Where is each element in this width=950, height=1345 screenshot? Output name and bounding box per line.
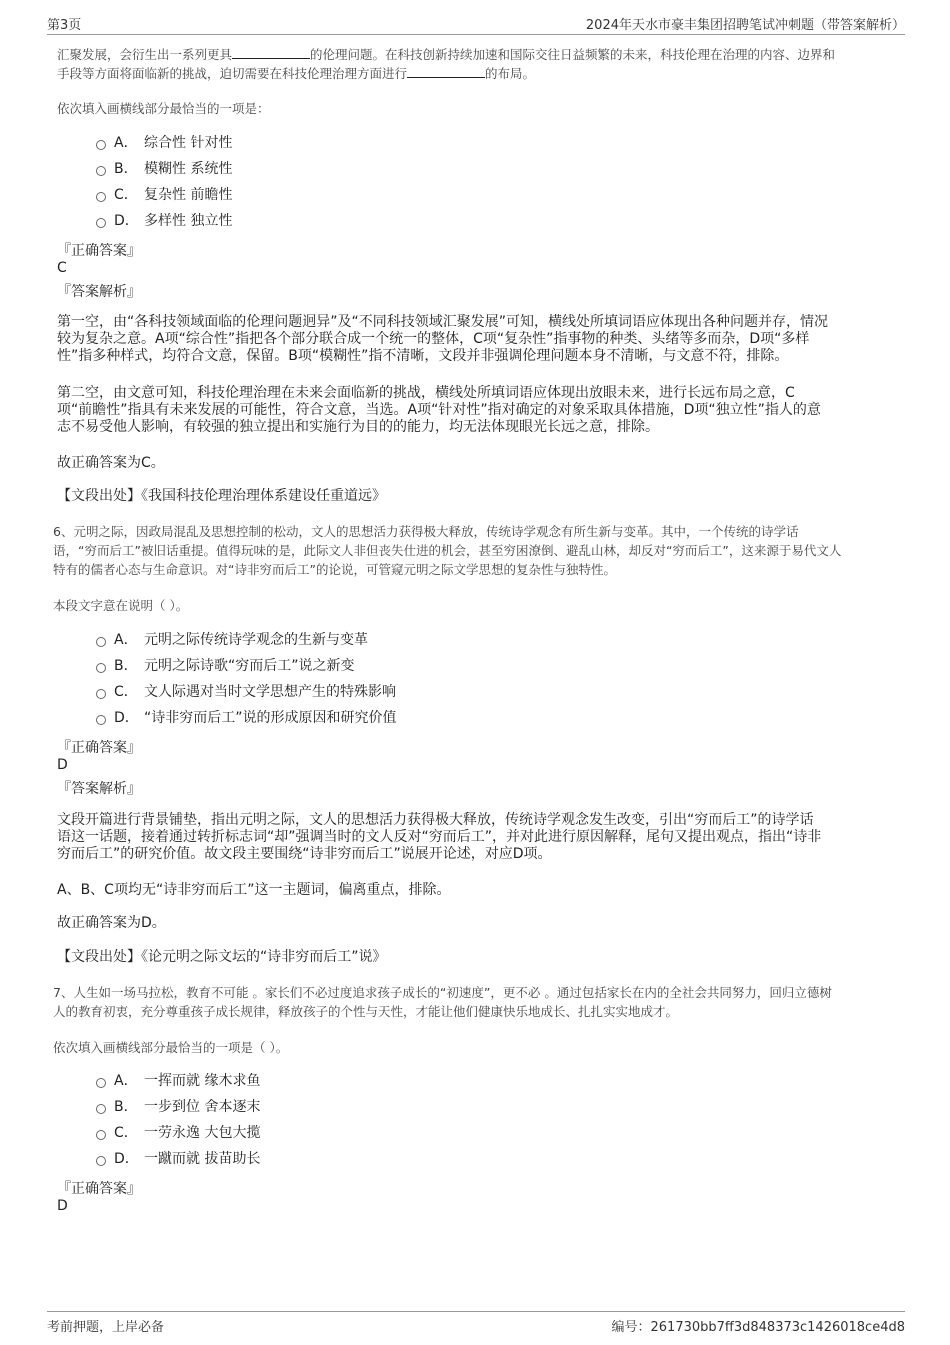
document-title: 2024年天水市豪丰集团招聘笔试冲刺题（带答案解析） xyxy=(585,18,905,33)
option-text: 一步到位 舍本逐末 xyxy=(144,1099,261,1115)
radio-icon[interactable] xyxy=(96,1156,106,1166)
option-text: 一劳永逸 大包大揽 xyxy=(144,1125,261,1141)
q6-stem xyxy=(53,522,908,579)
q6-analysis-label: 『答案解析』 xyxy=(57,781,141,797)
option-text: 多样性 独立性 xyxy=(144,213,233,229)
q7-answer-label: 『正确答案』 xyxy=(57,1181,141,1197)
analysis-line: 第一空，由“各科技领域面临的伦理问题迥异”及“不同科技领域汇聚发展”可知，横线处所填词语应体现出各种问题并存，情况 xyxy=(57,314,829,330)
option-text: 复杂性 前瞻性 xyxy=(144,187,233,203)
q5-option-a[interactable] xyxy=(96,133,232,153)
option-letter: C． xyxy=(114,1125,138,1141)
q7-option-d[interactable] xyxy=(96,1149,260,1169)
q5-analysis-label: 『答案解析』 xyxy=(57,284,141,300)
q5-answer: C xyxy=(57,260,67,276)
q6-option-a[interactable] xyxy=(96,630,368,650)
q5-stem-text: 的伦理问题。在科技创新持续加速和国际交往日益频繁的未来，科技伦理在治理的内容、边界和 xyxy=(310,47,836,62)
q5-analysis-para-1 xyxy=(57,314,907,365)
analysis-line: 语这一话题，接着通过转折标志词“却”强调当时的文人反对“穷而后工”，并对此进行原因解释，尾句又提出观点，指出“诗非 xyxy=(57,829,822,845)
option-text: 文人际遇对当时文学思想产生的特殊影响 xyxy=(144,684,396,700)
q7-option-a[interactable] xyxy=(96,1071,260,1091)
q6-answer: D xyxy=(57,757,68,773)
radio-icon[interactable] xyxy=(96,663,106,673)
radio-icon[interactable] xyxy=(96,1104,106,1114)
q7-stem xyxy=(53,983,908,1021)
option-text: 元明之际传统诗学观念的生新与变革 xyxy=(144,632,368,648)
radio-icon[interactable] xyxy=(96,1130,106,1140)
option-letter: C． xyxy=(114,684,138,700)
analysis-line: 志不易受他人影响，有较强的独立提出和实施行为目的的能力，均无法体现眼光长远之意，排除。 xyxy=(57,419,659,435)
fill-blank xyxy=(232,46,310,59)
option-letter: B． xyxy=(114,658,138,674)
q7-stem-line: 人的教育初衷，充分尊重孩子成长规律，释放孩子的个性与天性，才能让他们健康快乐地成长、扎扎实实地成才。 xyxy=(53,1004,679,1019)
option-text: 综合性 针对性 xyxy=(144,135,233,151)
radio-icon[interactable] xyxy=(96,715,106,725)
option-text: 一蹴而就 拔苗助长 xyxy=(144,1151,261,1167)
analysis-line: 较为复杂之意。A项“综合性”指把各个部分联合成一个统一的整体，C项“复杂性”指事物的种类、头绪等多而杂，D项“多样 xyxy=(57,331,810,347)
radio-icon[interactable] xyxy=(96,166,106,176)
option-letter: D． xyxy=(114,1151,139,1167)
fill-blank xyxy=(407,65,485,78)
analysis-line: 第二空，由文意可知，科技伦理治理在未来会面临新的挑战，横线处所填词语应体现出放眼未来，进行长远布局之意，C xyxy=(57,385,795,401)
q5-stem xyxy=(57,45,907,83)
q6-option-b[interactable] xyxy=(96,656,355,676)
option-letter: A． xyxy=(114,632,138,648)
q6-conclusion: 故正确答案为D。 xyxy=(57,915,166,931)
document-code xyxy=(611,1316,905,1335)
page-header xyxy=(47,12,905,35)
q5-stem-text: 汇聚发展，会衍生出一系列更具 xyxy=(57,47,233,62)
q5-stem-text: 的布局。 xyxy=(485,66,536,81)
q6-analysis-para-1 xyxy=(57,812,907,863)
q6-stem-line: 特有的儒者心态与生命意识。对“诗非穷而后工”的论说，可管窥元明之际文学思想的复杂性与独特性。 xyxy=(53,562,616,577)
page-number: 第3页 xyxy=(47,18,82,33)
radio-icon[interactable] xyxy=(96,1078,106,1088)
q7-option-c[interactable] xyxy=(96,1123,260,1143)
option-letter: B． xyxy=(114,1099,138,1115)
q5-analysis-para-2 xyxy=(57,385,907,436)
q5-stem-text: 手段等方面将面临新的挑战，迫切需要在科技伦理治理方面进行 xyxy=(57,66,408,81)
q6-option-c[interactable] xyxy=(96,682,396,702)
page-footer xyxy=(47,1311,905,1338)
radio-icon[interactable] xyxy=(96,218,106,228)
q6-option-d[interactable] xyxy=(96,708,397,728)
option-text: 元明之际诗歌“穷而后工”说之新变 xyxy=(144,658,355,674)
q6-stem-line: 语，“穷而后工”被旧话重提。值得玩味的是，此际文人非但丧失仕进的机会，甚至穷困潦倒、避乱山林，却反对“穷而后工”，这来源于易代文人 xyxy=(53,543,842,558)
radio-icon[interactable] xyxy=(96,637,106,647)
option-letter: B． xyxy=(114,161,138,177)
analysis-line: 性”指多种样式，均符合文意，保留。B项“模糊性”指不清晰，文段并非强调伦理问题本身不清晰，与文意不符，排除。 xyxy=(57,348,789,364)
q6-analysis-para-2: A、B、C项均无“诗非穷而后工”这一主题词，偏离重点，排除。 xyxy=(57,882,451,898)
q5-option-c[interactable] xyxy=(96,185,232,205)
q7-prompt: 依次填入画横线部分最恰当的一项是（ ）。 xyxy=(53,1040,289,1055)
option-letter: A． xyxy=(114,135,138,151)
q7-option-b[interactable] xyxy=(96,1097,260,1117)
q5-answer-label: 『正确答案』 xyxy=(57,243,141,259)
q5-prompt: 依次填入画横线部分最恰当的一项是： xyxy=(57,101,270,116)
option-letter: D． xyxy=(114,213,139,229)
q5-stem-line-2 xyxy=(57,64,907,83)
q5-source: 【文段出处】《我国科技伦理治理体系建设任重道远》 xyxy=(57,488,386,504)
radio-icon[interactable] xyxy=(96,192,106,202)
q5-conclusion: 故正确答案为C。 xyxy=(57,455,165,471)
option-text: 一挥而就 缘木求鱼 xyxy=(144,1073,261,1089)
q7-answer: D xyxy=(57,1198,68,1214)
q6-answer-label: 『正确答案』 xyxy=(57,740,141,756)
q5-option-d[interactable] xyxy=(96,211,232,231)
option-text: 模糊性 系统性 xyxy=(144,161,233,177)
radio-icon[interactable] xyxy=(96,140,106,150)
q5-option-b[interactable] xyxy=(96,159,232,179)
q7-stem-line: 7、人生如一场马拉松，教育不可能 。家长们不必过度追求孩子成长的“初速度”，更不必 。通过包括家长在内的全社会共同努力，回归立德树 xyxy=(53,985,832,1000)
option-letter: C． xyxy=(114,187,138,203)
q6-source: 【文段出处】《论元明之际文坛的“诗非穷而后工”说》 xyxy=(57,949,387,965)
radio-icon[interactable] xyxy=(96,689,106,699)
option-letter: D． xyxy=(114,710,139,726)
code-value: 261730bb7ff3d848373c1426018ce4d8 xyxy=(650,1320,905,1335)
analysis-line: 文段开篇进行背景铺垫，指出元明之际，文人的思想活力获得极大释放，传统诗学观念发生改变，引出“穷而后工”的诗学话 xyxy=(57,812,814,828)
q5-stem-line-1 xyxy=(57,45,907,64)
analysis-line: 项“前瞻性”指具有未来发展的可能性，符合文意，当选。A项“针对性”指对确定的对象采取具体措施，D项“独立性”指人的意 xyxy=(57,402,821,418)
option-text: “诗非穷而后工”说的形成原因和研究价值 xyxy=(144,710,397,726)
code-label: 编号： xyxy=(611,1320,651,1335)
option-letter: A． xyxy=(114,1073,138,1089)
footer-slogan: 考前押题，上岸必备 xyxy=(47,1320,165,1335)
q6-prompt: 本段文字意在说明（ ）。 xyxy=(53,598,189,613)
analysis-line: 穷而后工”的研究价值。故文段主要围绕“诗非穷而后工”说展开论述，对应D项。 xyxy=(57,846,552,862)
q6-stem-line: 6、元明之际，因政局混乱及思想控制的松动，文人的思想活力获得极大释放，传统诗学观念有所生新与变革。其中，一个传统的诗学话 xyxy=(53,524,799,539)
